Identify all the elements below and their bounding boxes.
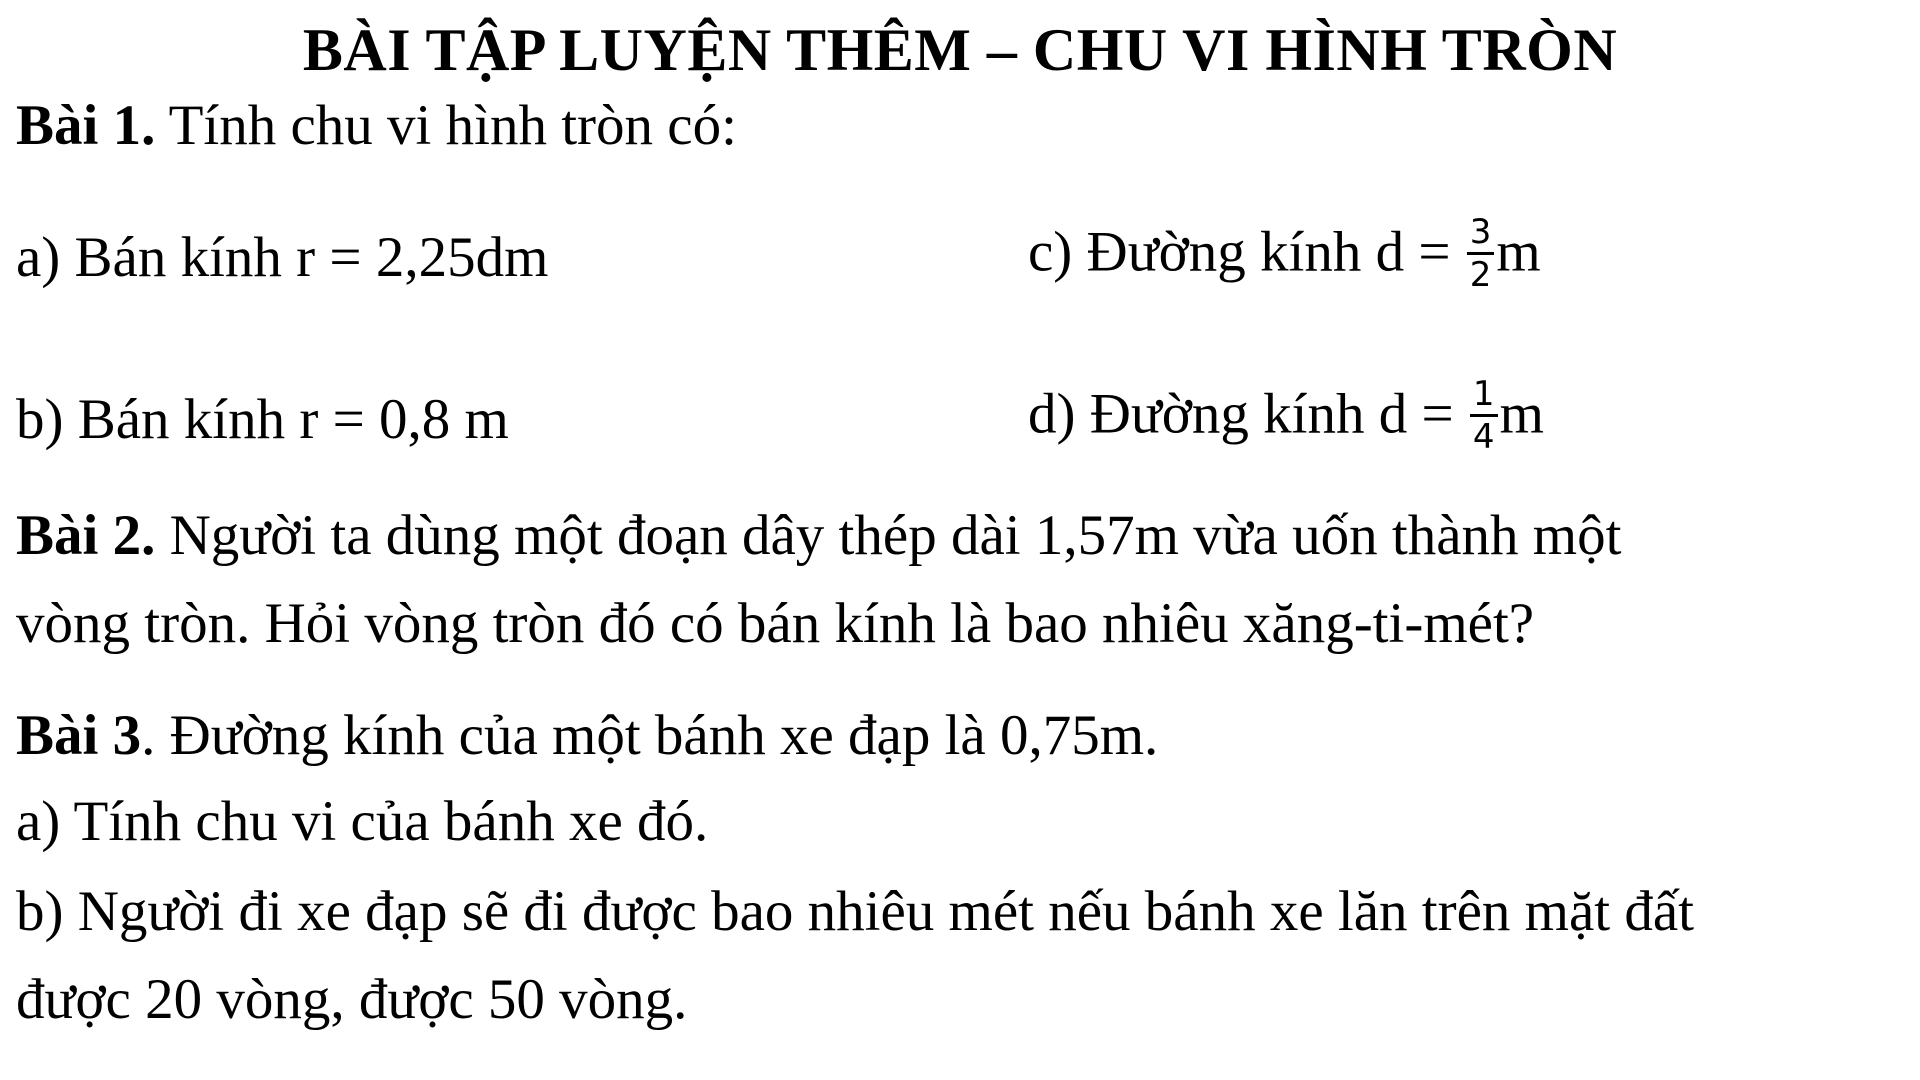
exercise-1-item-b: b) Bán kính r = 0,8 m [16, 388, 509, 451]
exercise-1-item-a: a) Bán kính r = 2,25dm [16, 226, 549, 289]
exercise-3-item-b-line-1: b) Người đi xe đạp sẽ đi được bao nhiêu mét nếu bánh xe lăn trên mặt đất [16, 880, 1695, 943]
fraction-3-2 [1467, 212, 1495, 295]
worksheet-title: BÀI TẬP LUYỆN THÊM – CHU VI HÌNH TRÒN [302, 17, 1618, 83]
fraction-1-4 [1470, 374, 1498, 457]
exercise-1-item-d [1028, 374, 1544, 461]
fraction-numerator: 1 [1470, 374, 1498, 417]
exercise-3-item-a: a) Tính chu vi của bánh xe đó. [16, 790, 709, 853]
exercise-2-line-2: vòng tròn. Hỏi vòng tròn đó có bán kính là bao nhiêu xăng-ti-mét? [16, 592, 1535, 655]
exercise-1-label: Bài 1. [16, 94, 156, 157]
exercise-3-item-b-line-2: được 20 vòng, được 50 vòng. [16, 968, 688, 1031]
item-d-prefix: d) Đường kính d = [1028, 382, 1468, 446]
exercise-2-line-1 [16, 502, 1621, 570]
exercise-1-item-c [1028, 212, 1541, 299]
exercise-2-label: Bài 2. [16, 504, 156, 567]
item-c-unit: m [1496, 220, 1541, 284]
exercise-3-text: . Đường kính của một bánh xe đạp là 0,75m. [141, 704, 1159, 767]
exercise-1-heading [16, 92, 737, 160]
fraction-denominator: 4 [1472, 417, 1495, 457]
exercise-3-label: Bài 3 [16, 704, 142, 767]
fraction-numerator: 3 [1467, 212, 1495, 255]
fraction-denominator: 2 [1469, 255, 1492, 295]
exercise-3-heading [16, 702, 1158, 770]
item-c-prefix: c) Đường kính d = [1028, 220, 1465, 284]
exercise-2-text: Người ta dùng một đoạn dây thép dài 1,57m vừa uốn thành một [155, 504, 1622, 567]
item-d-unit: m [1499, 382, 1544, 446]
exercise-1-text: Tính chu vi hình tròn có: [155, 94, 737, 157]
